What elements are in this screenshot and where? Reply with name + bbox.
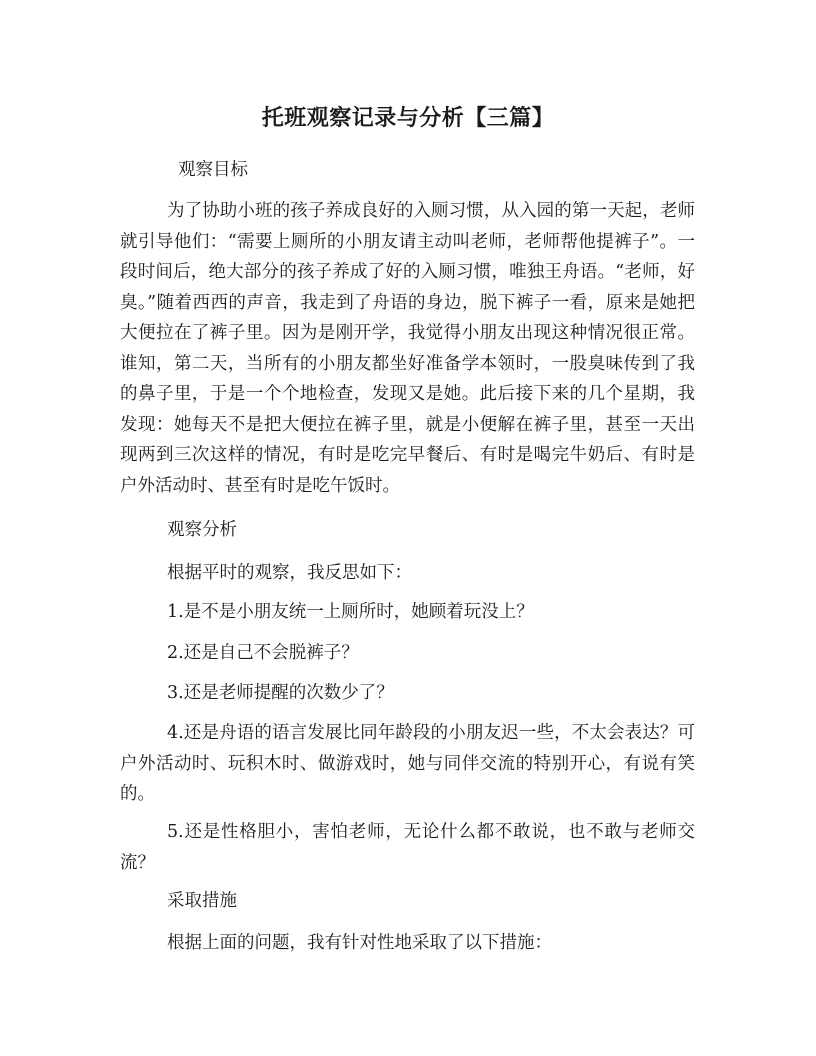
heading-observation-analysis: 观察分析 [167,520,237,540]
paragraph-reflection: 根据平时的观察，我反思如下： [167,563,412,583]
question-item: 5.还是性格胆小，害怕老师，无论什么都不敢说，也不敢与老师交流？ [120,822,695,873]
question-item: 4.还是舟语的语言发展比同年龄段的小朋友迟一些，不太会表达？可户外活动时、玩积木时、做游戏时，她与同伴交流的特别开心，有说有笑的。 [120,723,695,804]
paragraph-measures: 根据上面的问题，我有针对性地采取了以下措施： [167,933,552,953]
heading-measures: 采取措施 [167,891,237,911]
question-item: 3.还是老师提醒的次数少了？ [167,683,394,703]
document-title: 托班观察记录与分析【三篇】 [261,106,555,131]
question-item: 1.是不是小朋友统一上厕所时，她顾着玩没上？ [167,602,534,622]
question-item: 2.还是自己不会脱裤子？ [167,643,359,663]
paragraph-objective: 为了协助小班的孩子养成良好的入厕习惯，从入园的第一天起，老师就引导他们：“需要上厕所的小朋友请主动叫老师，老师帮他提裤子”。一段时间后，绝大部分的孩子养成了好的入厕习惯，唯独王舟语。“老师，好臭。”随着西西的声音，我走到了舟语的身边，脱下裤子一看，原来是她把大便拉在了裤子里。因为是刚开学，我觉得小朋友出现这种情况很正常。谁知，第二天，当所有的小朋友都坐好准备学本领时，一股臭味传到了我的鼻子里，于是一个个地检查，发现又是她。此后接下来的几个星期，我发现：她每天不是把大便拉在裤子里，就是小便解在裤子里，甚至一天出现两到三次这样的情况，有时是吃完早餐后、有时是喝完牛奶后、有时是户外活动时、甚至有时是吃午饭时。 [120,201,695,496]
heading-observation-objective: 观察目标 [178,160,248,180]
